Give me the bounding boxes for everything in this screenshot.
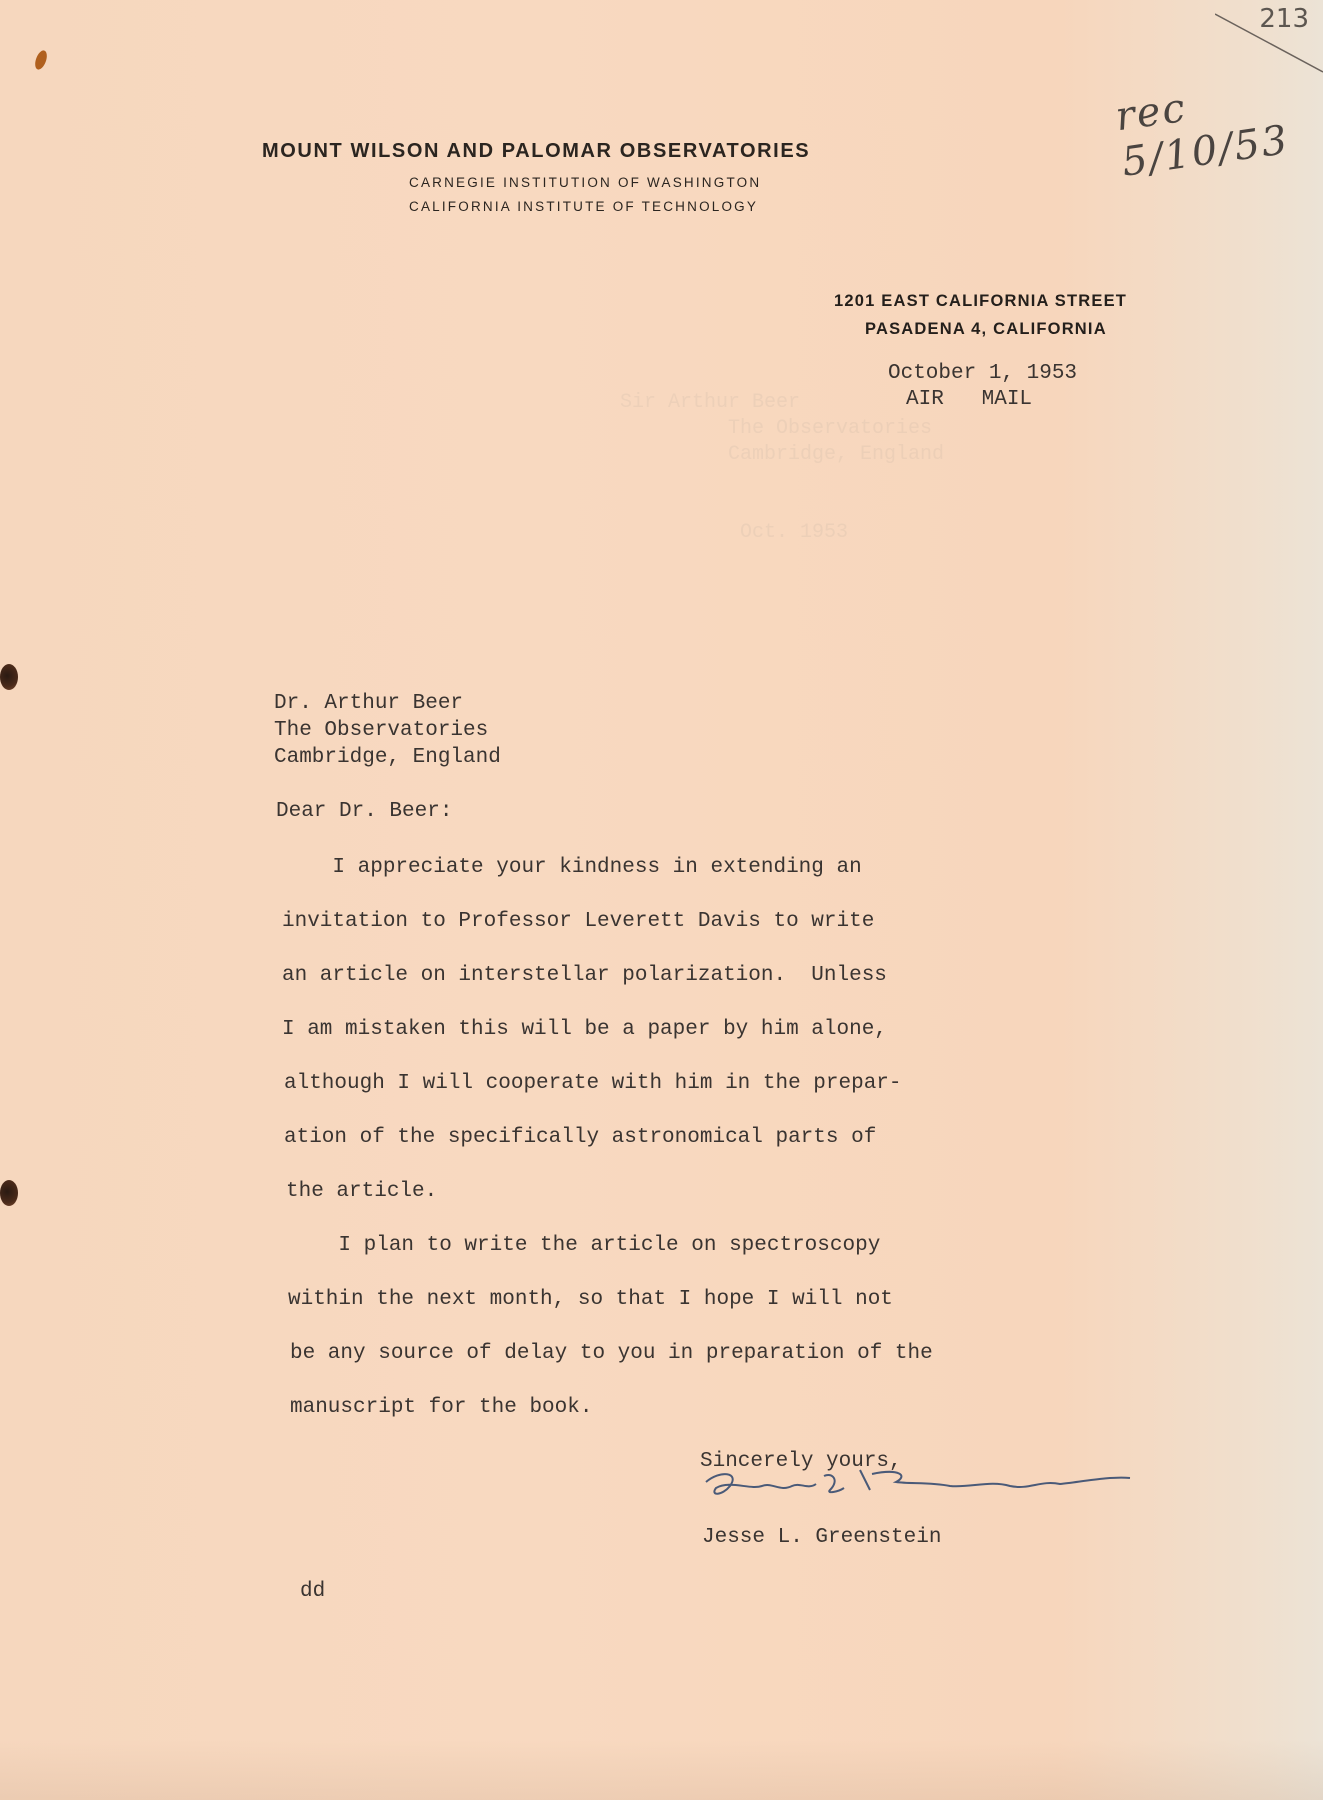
body-line: I plan to write the article on spectroscopy	[288, 1234, 881, 1257]
letterhead-org: MOUNT WILSON AND PALOMAR OBSERVATORIES	[262, 140, 811, 162]
body-line: I am mistaken this will be a paper by him alone,	[282, 1018, 887, 1041]
letterhead-caltech: CALIFORNIA INSTITUTE OF TECHNOLOGY	[409, 199, 759, 214]
punch-hole-top	[0, 664, 18, 690]
closing: Sincerely yours,	[700, 1450, 902, 1473]
received-annotation: rec 5/10/53	[1112, 84, 1292, 186]
corner-number: 213	[1259, 4, 1309, 34]
letterhead-city: PASADENA 4, CALIFORNIA	[865, 320, 1107, 338]
letterhead-street: 1201 EAST CALIFORNIA STREET	[834, 292, 1128, 310]
signature	[700, 1462, 1140, 1508]
body-line: be any source of delay to you in preparation of the	[290, 1342, 933, 1365]
body-line: ation of the specifically astronomical parts of	[284, 1126, 877, 1149]
body-line: I appreciate your kindness in extending an	[282, 856, 862, 879]
punch-hole-bottom	[0, 1180, 18, 1206]
salutation: Dear Dr. Beer:	[276, 800, 453, 823]
letterhead-carnegie: CARNEGIE INSTITUTION OF WASHINGTON	[409, 175, 762, 190]
air-mail-note: AIR MAIL	[906, 388, 1033, 411]
body-line: although I will cooperate with him in the prepar-	[284, 1072, 902, 1095]
ink-mark	[33, 49, 49, 71]
body-line: an article on interstellar polarization. Unless	[282, 964, 887, 987]
bleed-through: Sir Arthur Beer The Observatories Cambridge, England Oct. 1953	[620, 391, 945, 544]
recipient-name: Dr. Arthur Beer	[274, 692, 464, 715]
body-line: invitation to Professor Leverett Davis to write	[282, 910, 875, 933]
recipient-institution: The Observatories	[274, 719, 489, 742]
recipient-city: Cambridge, England	[274, 746, 501, 769]
typist-initials: dd	[300, 1580, 326, 1603]
signer-name: Jesse L. Greenstein	[702, 1526, 942, 1549]
body-line: within the next month, so that I hope I will not	[288, 1288, 893, 1311]
body-line: the article.	[286, 1180, 438, 1203]
letter-date: October 1, 1953	[888, 362, 1078, 385]
body-line: manuscript for the book.	[290, 1396, 593, 1419]
